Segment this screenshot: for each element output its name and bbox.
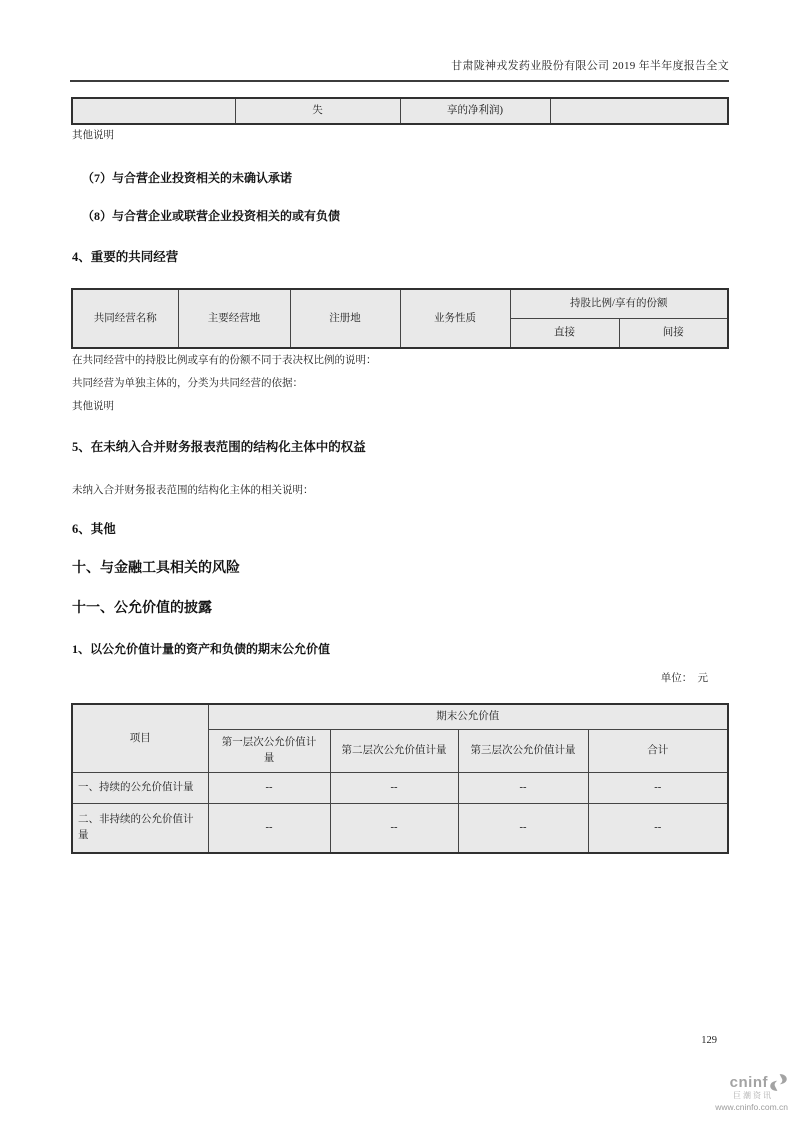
section-heading-8: （8）与合营企业或联营企业投资相关的或有负债	[82, 209, 341, 223]
continued-cell-1	[72, 98, 235, 124]
continued-table-row	[72, 98, 728, 124]
fv-value: --	[588, 804, 728, 854]
joint-col-indirect: 间接	[619, 319, 728, 349]
joint-note-3: 其他说明	[72, 401, 114, 412]
section-heading-5: 5、在未纳入合并财务报表范围的结构化主体中的权益	[72, 440, 366, 454]
fv-value: --	[330, 773, 458, 804]
unit-label: 单位： 元	[660, 673, 708, 684]
cninfo-chinese-name: 巨潮资讯	[733, 1091, 773, 1100]
page-number: 129	[701, 1035, 717, 1046]
other-note-top: 其他说明	[72, 130, 114, 141]
section-heading-10: 十、与金融工具相关的风险	[72, 561, 240, 576]
report-header-title: 甘肃陇神戎发药业股份有限公司 2019 年半年度报告全文	[70, 54, 729, 82]
fv-value: --	[208, 804, 330, 854]
fv-col-level2: 第二层次公允价值计量	[330, 730, 458, 773]
fv-row-noncontinuous	[72, 804, 728, 854]
section-heading-4: 4、重要的共同经营	[72, 250, 179, 264]
fv-col-total: 合计	[588, 730, 728, 773]
section-heading-11-1: 1、以公允价值计量的资产和负债的期末公允价值	[72, 642, 331, 656]
section-heading-11: 十一、公允价值的披露	[72, 601, 212, 616]
joint-col-share-group: 持股比例/享有的份额	[510, 289, 728, 319]
structured-entity-note: 未纳入合并财务报表范围的结构化主体的相关说明：	[72, 485, 314, 496]
joint-col-place: 主要经营地	[178, 289, 290, 348]
fv-row-continuous	[72, 773, 728, 804]
fv-value: --	[458, 773, 588, 804]
joint-col-biz: 业务性质	[400, 289, 510, 348]
joint-col-direct: 直接	[510, 319, 619, 349]
fv-value: --	[588, 773, 728, 804]
fv-col-item: 项目	[72, 704, 208, 773]
section-heading-7: （7）与合营企业投资相关的未确认承诺	[82, 171, 293, 185]
fv-value: --	[208, 773, 330, 804]
fv-value: --	[458, 804, 588, 854]
fv-col-group: 期末公允价值	[208, 704, 728, 730]
joint-operation-table	[71, 288, 729, 349]
joint-col-name: 共同经营名称	[72, 289, 178, 348]
fv-col-level3: 第三层次公允价值计量	[458, 730, 588, 773]
fair-value-table	[71, 703, 729, 854]
fv-header-row-1	[72, 704, 728, 730]
fv-row-label: 一、持续的公允价值计量	[72, 773, 208, 804]
joint-col-reg: 注册地	[290, 289, 400, 348]
joint-table-header-row-1	[72, 289, 728, 319]
section-heading-6: 6、其他	[72, 522, 116, 536]
joint-note-1: 在共同经营中的持股比例或享有的份额不同于表决权比例的说明：	[72, 355, 377, 366]
continued-cell-2: 失	[235, 98, 400, 124]
joint-note-2: 共同经营为单独主体的，分类为共同经营的依据：	[72, 378, 303, 389]
cninfo-brand-text: cninf	[729, 1074, 768, 1091]
fv-value: --	[330, 804, 458, 854]
cninfo-logo	[715, 1073, 788, 1112]
cninfo-url: www.cninfo.com.cn	[715, 1102, 788, 1112]
fv-row-label: 二、非持续的公允价值计量	[72, 804, 208, 854]
fv-col-level1: 第一层次公允价值计量	[208, 730, 330, 773]
continued-cell-3: 享的净利润)	[400, 98, 550, 124]
continued-table	[71, 97, 729, 125]
continued-cell-4	[550, 98, 728, 124]
